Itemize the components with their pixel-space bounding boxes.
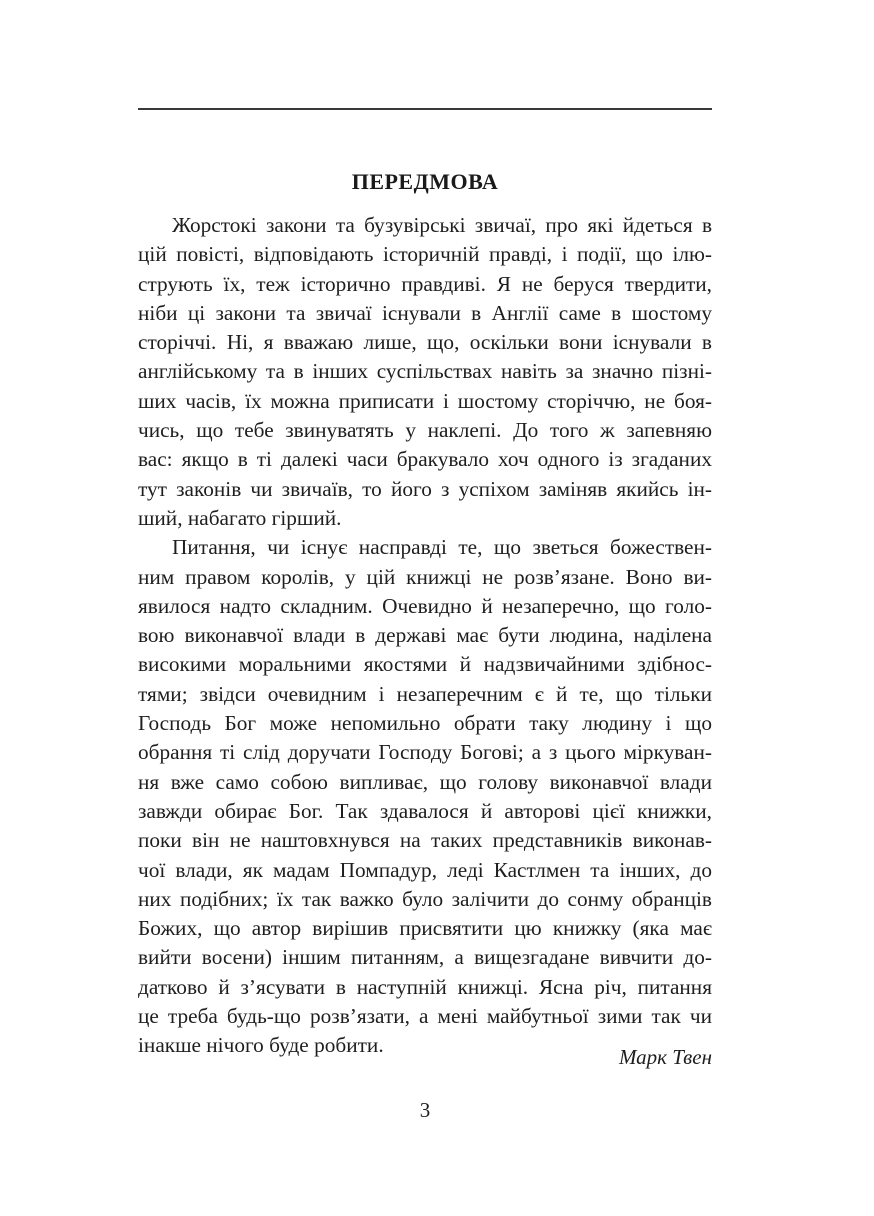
page-number: 3 xyxy=(419,1098,431,1122)
text-line: тями; звідси очевидним і незаперечним є й те, що тільки xyxy=(138,681,712,706)
text-line: сторіччі. Ні, я вважаю лише, що, оскільки вони існували в xyxy=(138,330,712,355)
header-rule xyxy=(138,108,712,110)
text-line: ня вже само собою випливає, що голову виконавчої влади xyxy=(138,769,712,794)
text-line: цій повісті, відповідають історичній правді, і події, що ілю- xyxy=(138,242,712,267)
author-signature: Марк Твен xyxy=(618,1045,712,1069)
text-line: Питання, чи існує насправді те, що зветься божествен- xyxy=(172,535,712,560)
text-line: ших часів, їх можна приписати і шостому сторіччю, не боя- xyxy=(138,388,712,413)
text-line: високими моральними якостями й надзвичайними здібнос- xyxy=(138,652,712,677)
text-line: інакше нічого буде робити. xyxy=(138,1033,384,1058)
text-line: них подібних; їх так важко було залічити до сонму обранців xyxy=(138,886,712,911)
text-line: датково й з’ясувати в наступній книжці. Ясна річ, питання xyxy=(138,974,712,999)
text-line: чої влади, як мадам Помпадур, леді Кастлмен та інших, до xyxy=(138,857,712,882)
text-line: ший, набагато гірший. xyxy=(138,505,342,530)
text-line: вийти восени) іншим питанням, а вищезгадане вивчити до- xyxy=(138,945,712,970)
text-line: ним правом королів, у цій книжці не розв’язане. Воно ви- xyxy=(138,564,712,589)
text-line: це треба будь-що розв’язати, а мені майбутньої зими так чи xyxy=(138,1004,712,1029)
text-line: ніби ці закони та звичаї існували в Англії саме в шостому xyxy=(138,300,712,325)
text-line: струють їх, теж історично правдиві. Я не беруся твердити, xyxy=(138,271,712,296)
paragraph-2 xyxy=(138,533,712,1060)
text-line: Божих, що автор вирішив присвятити цю книжку (яка має xyxy=(138,916,712,941)
page-title: ПЕРЕДМОВА xyxy=(351,169,499,194)
text-line: вою виконавчої влади в державі має бути людина, наділена xyxy=(138,623,712,648)
text-line: поки він не наштовхнувся на таких представників виконав- xyxy=(138,828,712,853)
page-body xyxy=(138,211,712,1061)
text-line: тут законів чи звичаїв, то його з успіхом заміняв якийсь ін- xyxy=(138,476,712,501)
text-line: обрання ті слід доручати Господу Богові; а з цього міркуван- xyxy=(138,740,712,765)
text-line: чись, що тебе звинуватять у наклепі. До того ж запевняю xyxy=(138,418,712,443)
text-line: завжди обирає Бог. Так здавалося й авторові цієї книжки, xyxy=(138,798,712,823)
text-line: англійському та в інших суспільствах навіть за значно пізні- xyxy=(138,359,712,384)
text-line: вас: якщо в ті далекі часи бракувало хоч одного із згаданих xyxy=(138,447,712,472)
text-line: Жорстокі закони та бузувірські звичаї, про які йдеться в xyxy=(172,213,712,237)
text-line: явилося надто складним. Очевидно й незаперечно, що голо- xyxy=(138,593,712,618)
text-line: Господь Бог може непомильно обрати таку людину і що xyxy=(138,711,712,736)
paragraph-1 xyxy=(138,211,712,533)
